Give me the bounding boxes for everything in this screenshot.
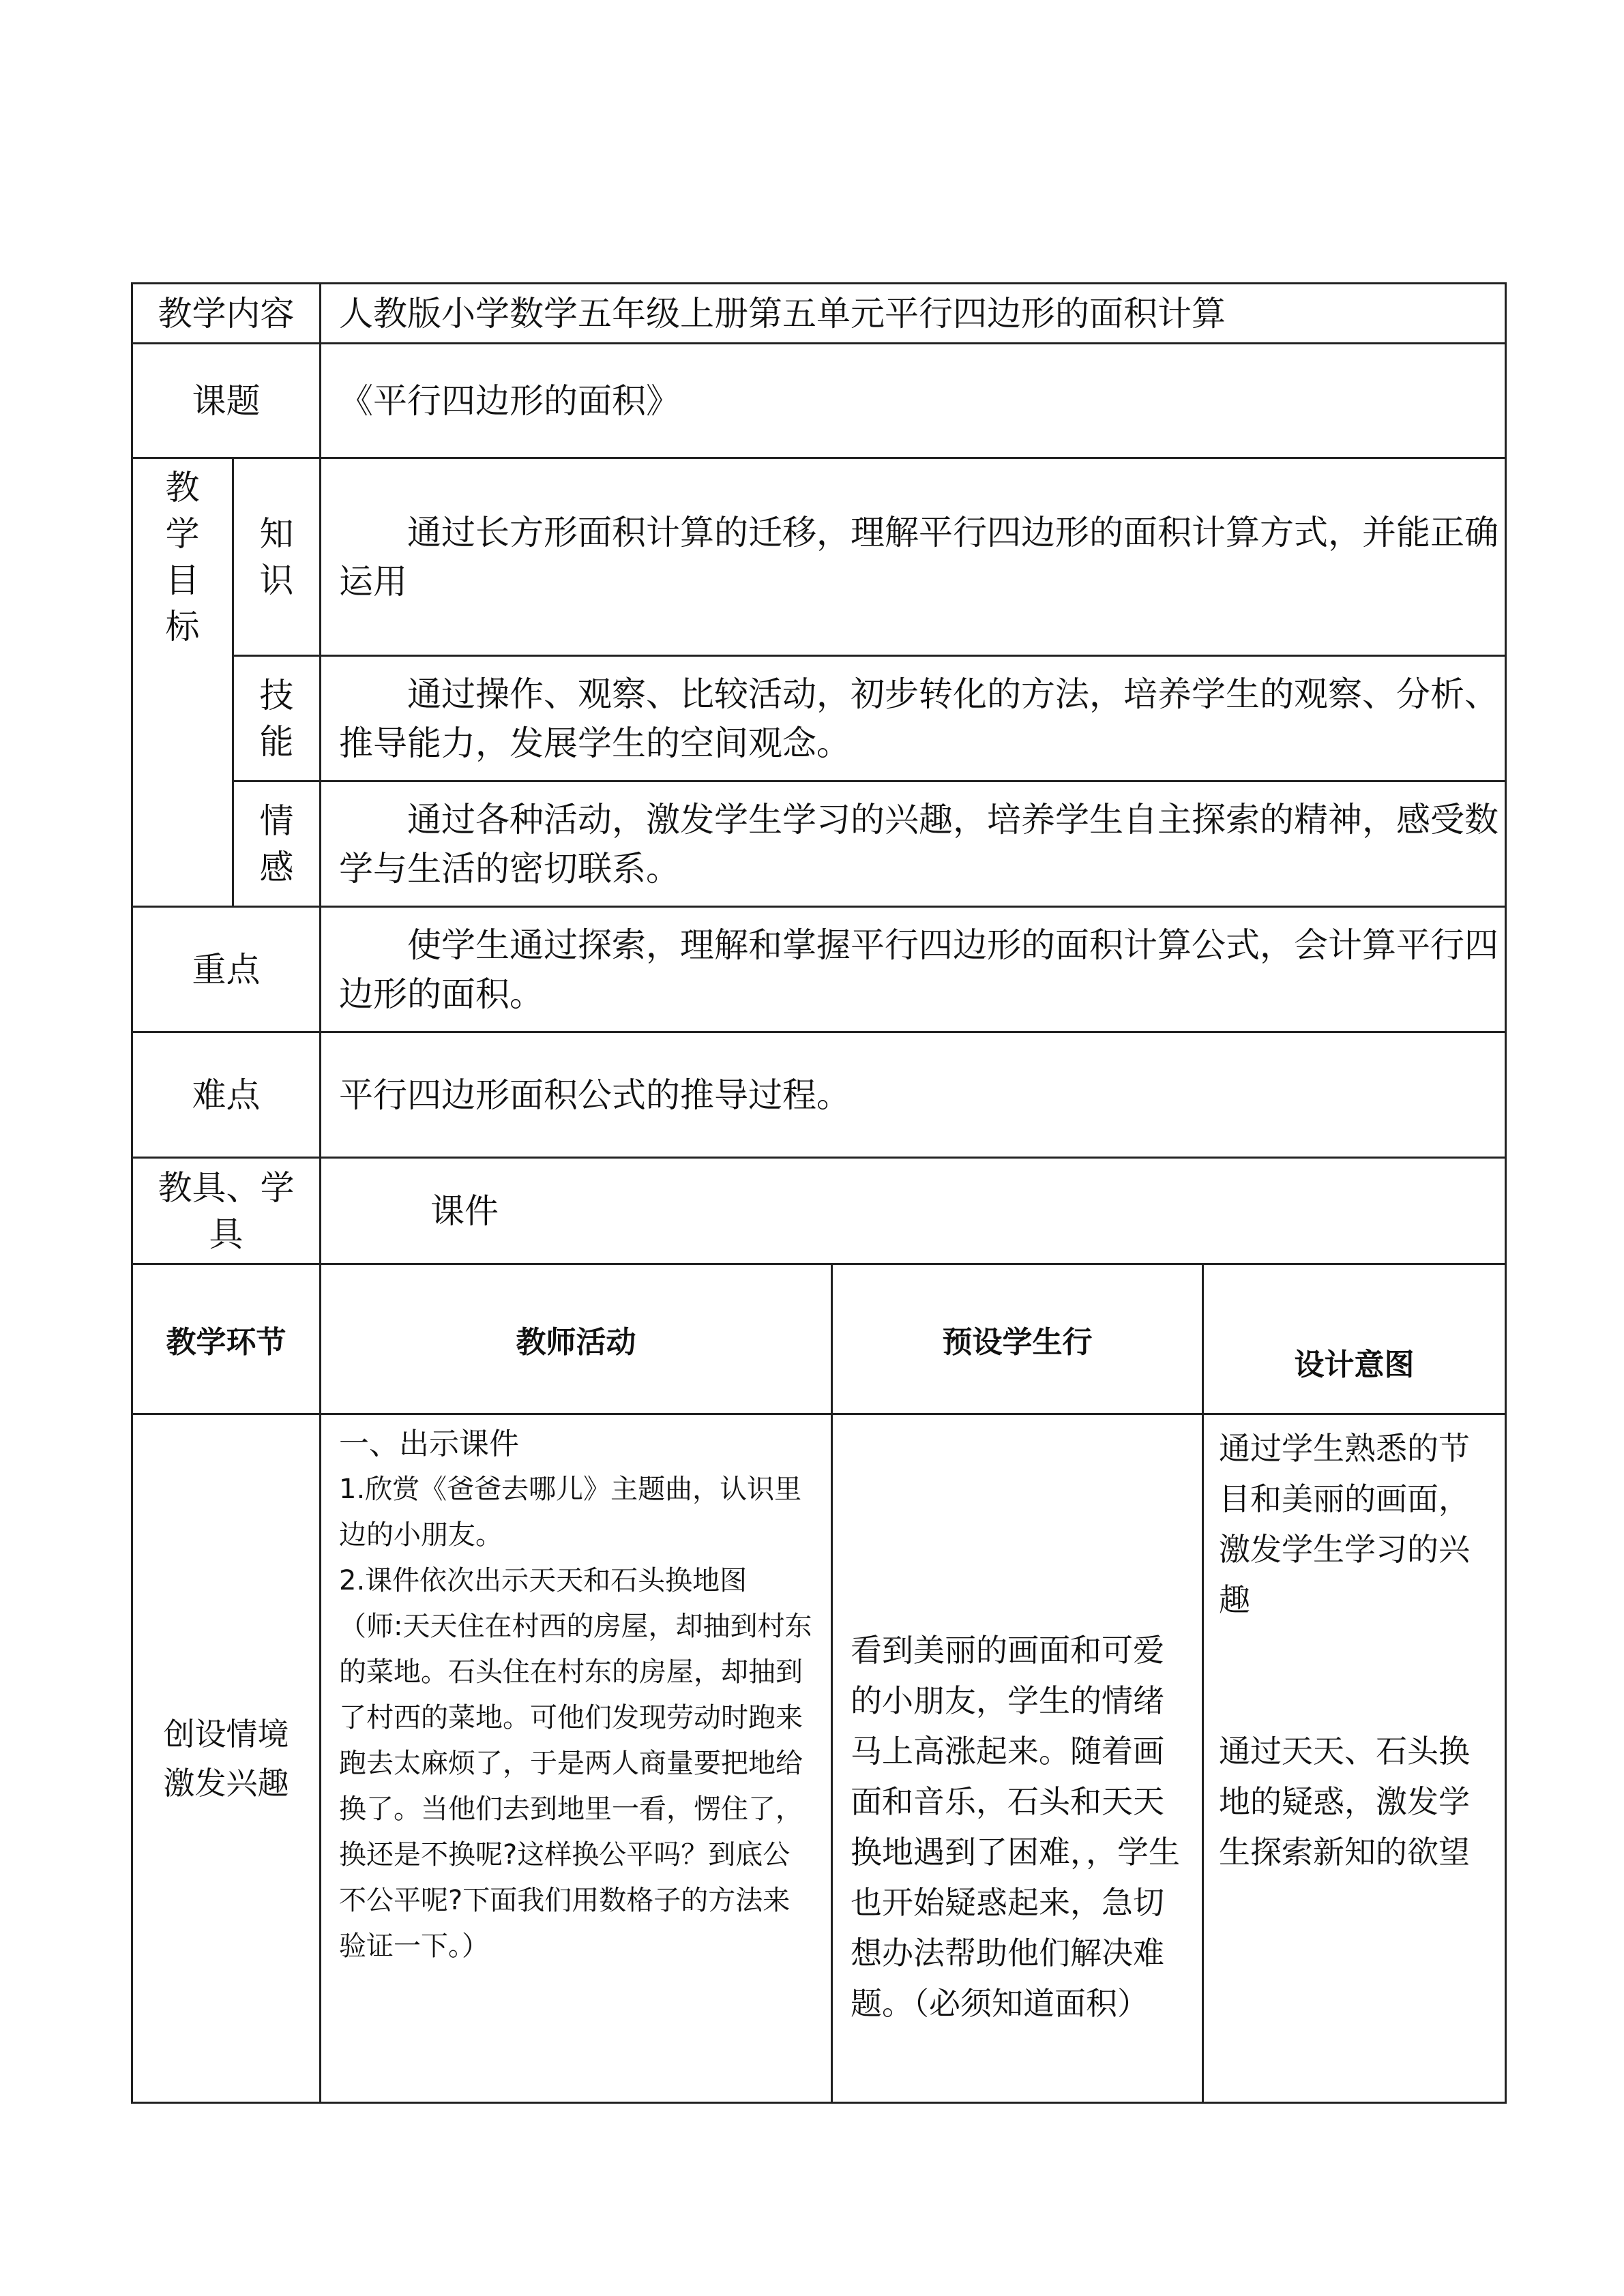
- tools-label: 教具、学具: [132, 1158, 321, 1264]
- goal-skill-row: [132, 656, 1506, 781]
- design-intent-cell: [1203, 1414, 1506, 2103]
- skill-label: [233, 656, 321, 781]
- difficulty-row: [132, 1032, 1506, 1158]
- topic-row: [132, 344, 1506, 458]
- topic-value: 《平行四边形的面积》: [321, 344, 1506, 458]
- skill-label-text: 技能: [259, 675, 294, 762]
- teacher-item-2: 2.课件依次出示天天和石头换地图: [339, 1565, 748, 1596]
- knowledge-label: [233, 458, 321, 656]
- teacher-header: 教师活动: [321, 1264, 832, 1414]
- process-row: [132, 1414, 1506, 2103]
- knowledge-label-text: 知识: [259, 513, 294, 600]
- process-header-row: [132, 1264, 1506, 1414]
- teacher-heading: 一、出示课件: [339, 1427, 519, 1461]
- key-point-label: 重点: [132, 907, 321, 1032]
- goals-spacer: [132, 781, 233, 907]
- goals-label-text: 教学目标: [165, 468, 200, 647]
- teacher-item-2-detail: （师:天天住在村西的房屋，却抽到村东的菜地。石头住在村东的房屋，却抽到了村西的菜地。可他们发现劳动时跑来跑去太麻烦了，于是两人商量要把地给换了。当他们去到地里一看，愣住了，换还是不换呢?这样换公平吗？到底公不公平呢?下面我们用数格子的方法来验证一下。）: [339, 1611, 812, 1962]
- knowledge-value: 通过长方形面积计算的迁移，理解平行四边形的面积计算方式，并能正确运用: [321, 458, 1506, 656]
- goals-label: [132, 458, 233, 656]
- emotion-label: [233, 781, 321, 907]
- skill-value: 通过操作、观察、比较活动，初步转化的方法，培养学生的观察、分析、推导能力，发展学生的空间观念。: [321, 656, 1506, 781]
- design-intent-2: 通过天天、石头换地的疑惑，激发学生探索新知的欲望: [1219, 1733, 1470, 1870]
- goals-spacer: [132, 656, 233, 781]
- teacher-item-1: 1.欣赏《爸爸去哪儿》主题曲，认识里边的小朋友。: [339, 1474, 802, 1551]
- design-intent-1: 通过学生熟悉的节目和美丽的画面，激发学生学习的兴趣: [1219, 1430, 1470, 1618]
- content-row: [132, 284, 1506, 344]
- lesson-plan-table: [131, 282, 1507, 2104]
- design-header: 设计意图: [1203, 1264, 1506, 1414]
- difficulty-value: 平行四边形面积公式的推导过程。: [321, 1032, 1506, 1158]
- emotion-label-text: 情感: [259, 801, 294, 887]
- stage-cell: 创设情境激发兴趣: [132, 1414, 321, 2103]
- student-activity-cell: 看到美丽的画面和可爱的小朋友，学生的情绪马上高涨起来。随着画面和音乐，石头和天天换地遇到了困难，，学生也开始疑惑起来，急切想办法帮助他们解决难题。（必须知道面积）: [832, 1414, 1203, 2103]
- goal-knowledge-row: [132, 458, 1506, 656]
- content-label: 教学内容: [132, 284, 321, 344]
- content-value: 人教版小学数学五年级上册第五单元平行四边形的面积计算: [321, 284, 1506, 344]
- emotion-value: 通过各种活动，激发学生学习的兴趣，培养学生自主探索的精神，感受数学与生活的密切联系。: [321, 781, 1506, 907]
- tools-row: [132, 1158, 1506, 1264]
- difficulty-label: 难点: [132, 1032, 321, 1158]
- student-header: 预设学生行: [832, 1264, 1203, 1414]
- teacher-activity-cell: [321, 1414, 832, 2103]
- key-point-row: [132, 907, 1506, 1032]
- goal-emotion-row: [132, 781, 1506, 907]
- stage-header: 教学环节: [132, 1264, 321, 1414]
- tools-value: 课件: [321, 1158, 1506, 1264]
- design-spacer: [1219, 1625, 1494, 1726]
- key-point-value: 使学生通过探索，理解和掌握平行四边形的面积计算公式，会计算平行四边形的面积。: [321, 907, 1506, 1032]
- topic-label: 课题: [132, 344, 321, 458]
